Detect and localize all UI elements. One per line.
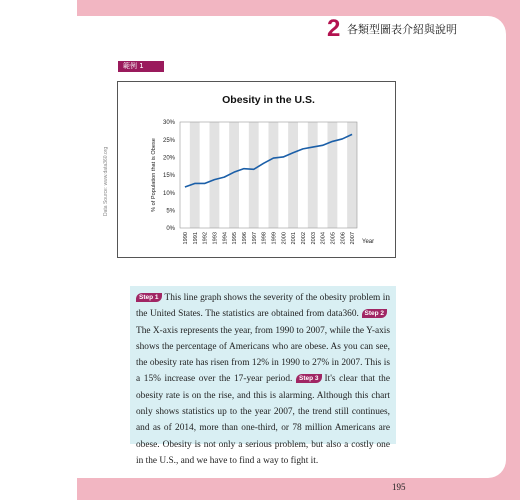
x-tick-label: 1996	[241, 232, 248, 245]
x-tick-label: 2007	[350, 232, 357, 245]
chapter-number: 2	[327, 15, 341, 42]
page-frame-top	[77, 0, 520, 16]
page-frame-bottom	[77, 478, 520, 500]
x-tick-label: 1992	[202, 232, 209, 245]
grid-band	[328, 122, 338, 228]
page-number: 195	[392, 482, 406, 492]
x-tick-label: 1990	[182, 232, 189, 245]
step-3-text: It's clear that the obesity rate is on the rise, and this is alarming. Although this chart only shows statistics up to the year 2007, the trend still continues, and as of 2014, more than one-third, or 78 million Americans are obese. Obesity is not only a serious problem, but also a costly one in the U.S., and we have to find a way to fight it.	[136, 374, 390, 466]
step-1-text: This line graph shows the severity of the obesity problem in the United States. The statistics are obtained from data360.	[136, 293, 390, 320]
chart-title: Obesity in the U.S.	[222, 94, 315, 106]
grid-band	[210, 122, 220, 228]
grid-band	[347, 122, 357, 228]
x-tick-label: 2003	[310, 232, 317, 245]
x-tick-label: 1994	[222, 232, 229, 245]
x-tick-label: 1999	[271, 232, 278, 245]
grid-band	[229, 122, 239, 228]
source-note: Data Source: www.data360.org	[103, 146, 109, 216]
y-tick-label: 25%	[162, 137, 175, 144]
grid-band	[308, 122, 318, 228]
x-tick-label: 2001	[291, 232, 298, 245]
y-tick-label: 30%	[162, 120, 175, 127]
grid-band	[288, 122, 298, 228]
x-tick-label: 1998	[261, 232, 268, 245]
y-tick-label: 20%	[162, 155, 175, 162]
y-tick-label: 15%	[162, 173, 175, 180]
y-tick-label: 0%	[166, 226, 175, 233]
x-tick-label: 2005	[330, 232, 337, 245]
x-tick-label: 1991	[192, 232, 199, 245]
step-1-badge: Step 1	[136, 293, 162, 302]
x-tick-label: 2004	[320, 232, 327, 245]
x-tick-label: 2002	[300, 232, 307, 245]
y-axis-label: % of Population that is Obese	[151, 138, 157, 212]
example-label: 範例 1	[118, 61, 164, 72]
chart-frame	[117, 81, 396, 258]
chapter-title: 各類型圖表介紹與說明	[347, 23, 457, 36]
y-tick-label: 5%	[166, 208, 175, 215]
step-3-badge: Step 3	[296, 374, 322, 383]
x-tick-label: 1995	[232, 232, 239, 245]
obesity-line-chart	[118, 82, 395, 257]
step-2-badge: Step 2	[362, 309, 388, 318]
grid-band	[190, 122, 200, 228]
x-tick-label: 1997	[251, 232, 258, 245]
page-frame-right	[506, 0, 520, 500]
grid-band	[269, 122, 279, 228]
explanation-box	[130, 286, 396, 466]
x-tick-label: 1993	[212, 232, 219, 245]
x-tick-label: 2006	[340, 232, 347, 245]
grid-band	[249, 122, 259, 228]
step-2-text: The X-axis represents the year, from 1990 to 2007, while the Y-axis shows the percentage of Americans who are obese. As you can see, the obesity rate has risen from 12% in 1990 to 27% in 2007. This is a 15% increase over the 17-year period.	[136, 325, 390, 385]
x-tick-label: 2000	[281, 232, 288, 245]
y-tick-label: 10%	[162, 190, 175, 197]
x-axis-label: Year	[362, 239, 375, 245]
